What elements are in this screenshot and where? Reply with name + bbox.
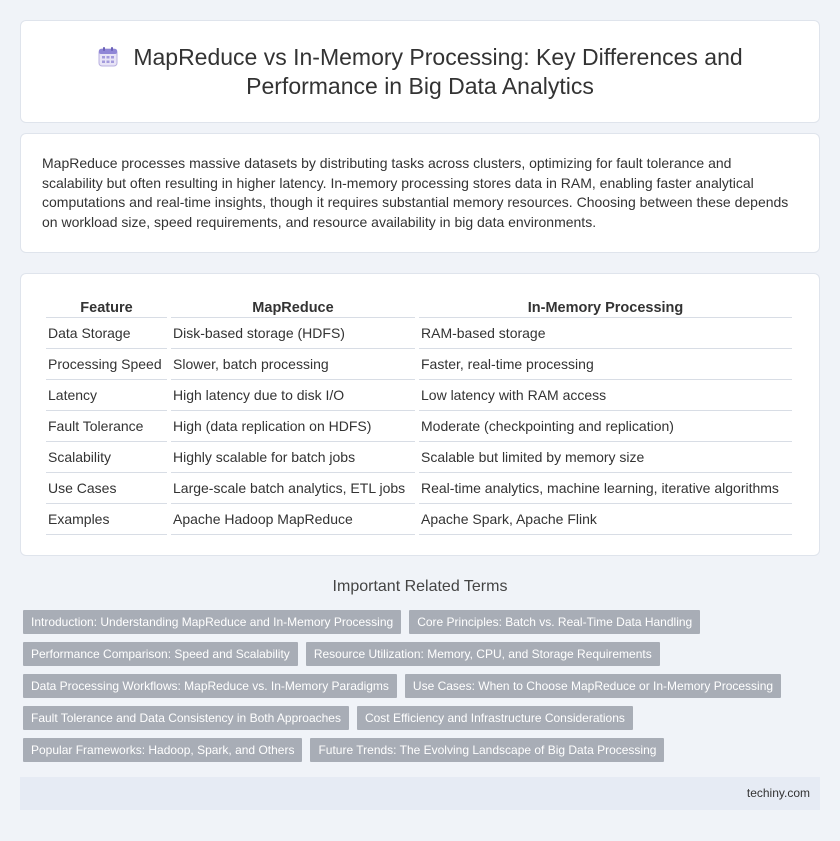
related-term-tag[interactable]: Data Processing Workflows: MapReduce vs. In-Memory Paradigms xyxy=(23,674,397,698)
table-cell: Highly scalable for batch jobs xyxy=(171,442,415,473)
table-cell: Moderate (checkpointing and replication) xyxy=(419,411,792,442)
table-cell: Slower, batch processing xyxy=(171,349,415,380)
table-header-row xyxy=(46,296,792,318)
table-row xyxy=(46,349,792,380)
page-title-text: MapReduce vs In-Memory Processing: Key Differences and Performance in Big Data Analytics xyxy=(133,44,743,99)
related-terms-title: Important Related Terms xyxy=(332,578,508,595)
footer xyxy=(20,777,820,810)
table-cell: Apache Hadoop MapReduce xyxy=(171,504,415,535)
site-name[interactable]: techiny.com xyxy=(746,786,810,800)
table-row xyxy=(46,442,792,473)
table-cell: Large-scale batch analytics, ETL jobs xyxy=(171,473,415,504)
table-row xyxy=(46,504,792,535)
column-header: Feature xyxy=(46,296,167,318)
table-cell: Data Storage xyxy=(46,318,167,349)
table-cell: Examples xyxy=(46,504,167,535)
intro-paragraph: MapReduce processes massive datasets by distributing tasks across clusters, optimizing for fault tolerance and scalability but often resulting in higher latency. In-memory processing stores data in RAM, enabling faster analytical computations and real-time insights, though it requires substantial memory resources. Choosing between these depends on workload size, speed requirements, and resource availability in big data environments. xyxy=(42,155,789,230)
related-terms-row xyxy=(23,674,813,698)
intro-card xyxy=(20,133,820,253)
related-term-tag[interactable]: Cost Efficiency and Infrastructure Considerations xyxy=(357,706,633,730)
table-cell: Fault Tolerance xyxy=(46,411,167,442)
table-cell: Scalability xyxy=(46,442,167,473)
page-title xyxy=(21,43,819,101)
table-cell: Low latency with RAM access xyxy=(419,380,792,411)
table-cell: Real-time analytics, machine learning, iterative algorithms xyxy=(419,473,792,504)
table-row xyxy=(46,318,792,349)
related-term-tag[interactable]: Fault Tolerance and Data Consistency in Both Approaches xyxy=(23,706,349,730)
column-header: MapReduce xyxy=(171,296,415,318)
related-term-tag[interactable]: Popular Frameworks: Hadoop, Spark, and Others xyxy=(23,738,302,762)
related-terms-list xyxy=(23,610,813,770)
related-term-tag[interactable]: Introduction: Understanding MapReduce and In-Memory Processing xyxy=(23,610,401,634)
table-cell: Faster, real-time processing xyxy=(419,349,792,380)
related-term-tag[interactable]: Performance Comparison: Speed and Scalability xyxy=(23,642,298,666)
table-cell: Apache Spark, Apache Flink xyxy=(419,504,792,535)
column-header: In-Memory Processing xyxy=(419,296,792,318)
comparison-table xyxy=(42,296,796,535)
related-terms-row xyxy=(23,706,813,730)
table-row xyxy=(46,380,792,411)
table-cell: Latency xyxy=(46,380,167,411)
table-cell: Use Cases xyxy=(46,473,167,504)
related-terms-row xyxy=(23,642,813,666)
related-term-tag[interactable]: Future Trends: The Evolving Landscape of Big Data Processing xyxy=(310,738,664,762)
table-cell: Processing Speed xyxy=(46,349,167,380)
table-cell: Scalable but limited by memory size xyxy=(419,442,792,473)
related-term-tag[interactable]: Use Cases: When to Choose MapReduce or In-Memory Processing xyxy=(405,674,781,698)
related-term-tag[interactable]: Core Principles: Batch vs. Real-Time Data Handling xyxy=(409,610,700,634)
related-terms-row xyxy=(23,738,813,762)
table-row xyxy=(46,411,792,442)
calendar-icon xyxy=(97,46,119,68)
table-cell: High latency due to disk I/O xyxy=(171,380,415,411)
related-terms-row xyxy=(23,610,813,634)
table-cell: High (data replication on HDFS) xyxy=(171,411,415,442)
table-cell: Disk-based storage (HDFS) xyxy=(171,318,415,349)
table-row xyxy=(46,473,792,504)
table-cell: RAM-based storage xyxy=(419,318,792,349)
title-card xyxy=(20,20,820,123)
related-term-tag[interactable]: Resource Utilization: Memory, CPU, and Storage Requirements xyxy=(306,642,660,666)
comparison-table-card xyxy=(20,273,820,556)
